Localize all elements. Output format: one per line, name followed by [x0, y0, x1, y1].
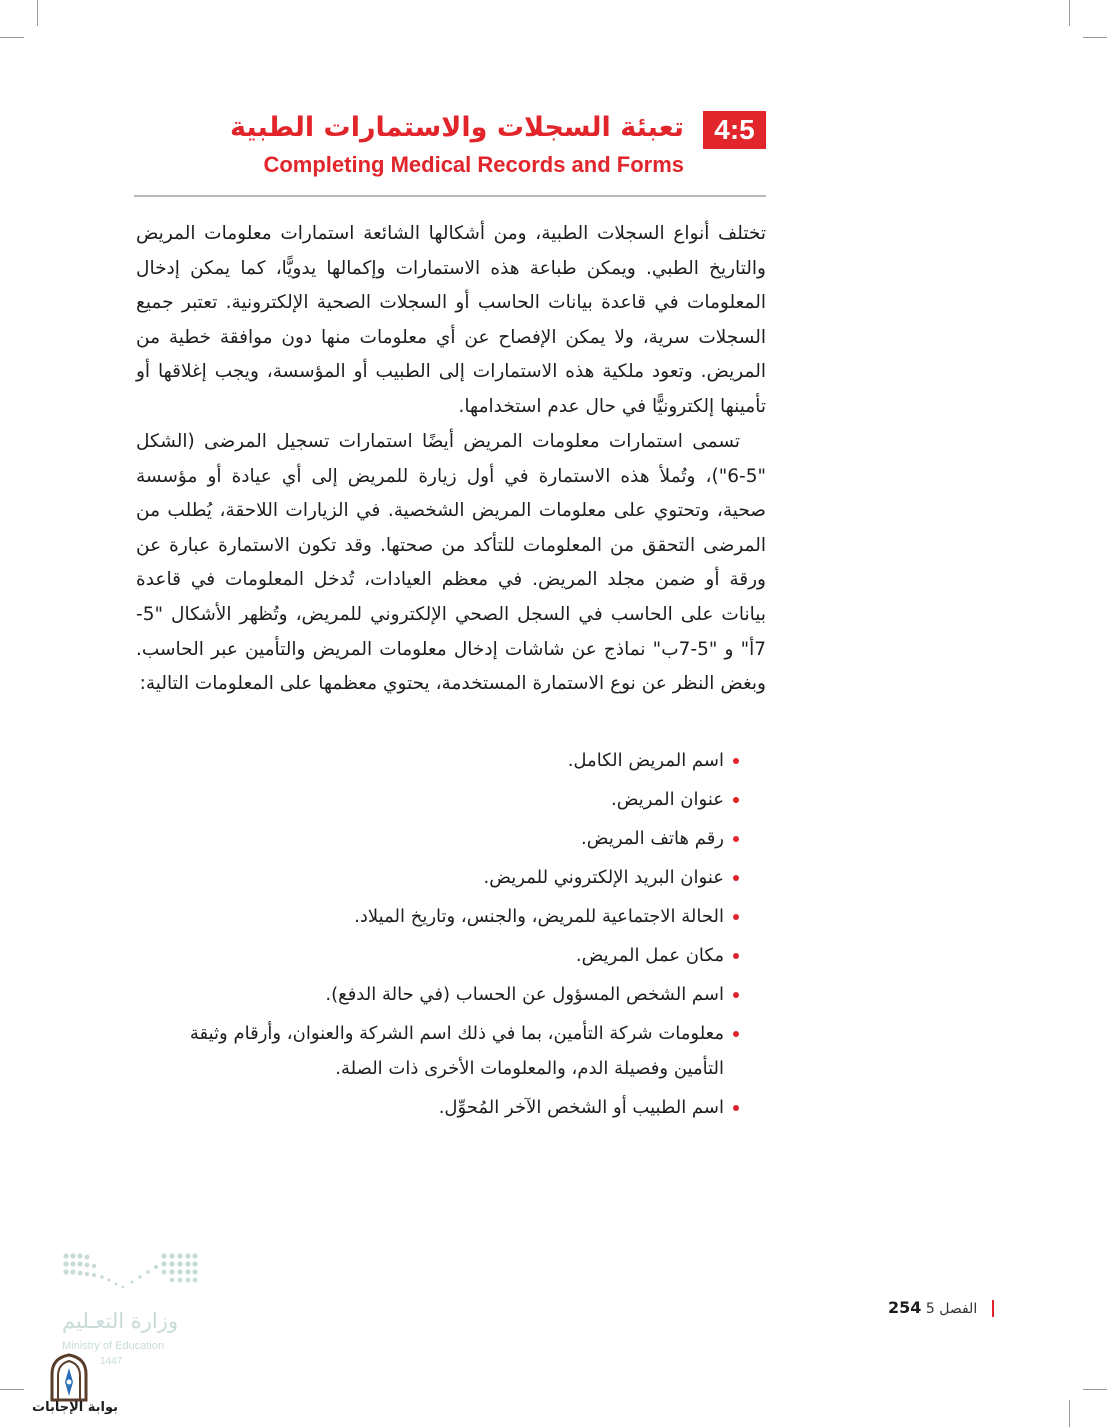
answers-gate-logo-icon — [44, 1352, 94, 1402]
section-number-badge: 4:5 — [703, 111, 766, 149]
ministry-logo-icon — [62, 1252, 198, 1296]
list-item: مكان عمل المريض. — [136, 938, 766, 973]
bullet-icon — [733, 953, 739, 959]
bullet-icon — [733, 875, 739, 881]
list-item: عنوان البريد الإلكتروني للمريض. — [136, 860, 766, 895]
list-item: عنوان المريض. — [136, 782, 766, 817]
bullet-icon — [733, 914, 739, 920]
crop-mark — [0, 1389, 24, 1390]
list-item: اسم الشخص المسؤول عن الحساب (في حالة الدفع). — [136, 977, 766, 1012]
title-divider — [134, 195, 766, 197]
page-footer — [880, 1298, 977, 1317]
list-item: رقم هاتف المريض. — [136, 821, 766, 856]
crop-mark — [37, 0, 38, 26]
section-title-arabic: تعبئة السجلات والاستمارات الطبية — [230, 112, 684, 143]
bullet-icon — [733, 797, 739, 803]
chapter-label: الفصل 5 — [925, 1301, 978, 1317]
information-list — [136, 743, 766, 1129]
ministry-year: 1447 — [100, 1356, 123, 1367]
crop-mark — [1069, 1400, 1070, 1427]
ministry-name-english: Ministry of Education — [62, 1340, 165, 1352]
registration-paragraph: تسمى استمارات معلومات المريض أيضًا استمارات تسجيل المرضى (الشكل "5-6")، وتُملأ هذه الاستمارة في أول زيارة للمريض إلى أي عيادة أو مؤسسة صحية، وتحتوي على معلومات المريض الشخصية. في الزيارات اللاحقة، يُطلب من المرضى التحقق من المعلومات للتأكد من صحتها. وقد تكون الاستمارة عبارة عن ورقة أو ضمن مجلد المريض. في معظم العيادات، تُدخل المعلومات في قاعدة بيانات على الحاسب في السجل الصحي الإلكتروني للمريض، وتُظهر الأشكال "5-7أ" و "5-7ب" نماذج عن شاشات إدخال معلومات المريض والتأمين عبر الحاسب. وبغض النظر عن نوع الاستمارة المستخدمة، يحتوي معظمها على المعلومات التالية: — [136, 431, 766, 695]
crop-mark — [1083, 1389, 1107, 1390]
list-item: اسم الطبيب أو الشخص الآخر المُحوِّل. — [136, 1090, 766, 1125]
answers-gate-label: بوابة الإجابات — [32, 1400, 118, 1415]
ministry-name-arabic: وزارة التعـليم — [62, 1309, 179, 1333]
intro-paragraph: تختلف أنواع السجلات الطبية، ومن أشكالها الشائعة استمارات معلومات المريض والتاريخ الطبي. ويمكن طباعة هذه الاستمارات وإكمالها يدويًّا، كما يمكن إدخال المعلومات في قاعدة بيانات الحاسب أو السجلات الصحية الإلكترونية. تعتبر جميع السجلات سرية، ولا يمكن الإفصاح عن أي معلومات منها دون موافقة خطية من المريض. وتعود ملكية هذه الاستمارات إلى الطبيب أو المؤسسة، ويجب إغلاقها أو تأمينها إلكترونيًّا في حال عدم استخدامها. — [136, 223, 766, 417]
crop-mark — [1083, 37, 1107, 38]
bullet-icon — [733, 1031, 739, 1037]
bullet-icon — [733, 758, 739, 764]
footer-accent-bar — [992, 1300, 994, 1317]
crop-mark — [1069, 0, 1070, 26]
list-item: اسم المريض الكامل. — [136, 743, 766, 778]
section-title-english: Completing Medical Records and Forms — [263, 152, 684, 177]
bullet-icon — [733, 992, 739, 998]
list-item: الحالة الاجتماعية للمريض، والجنس، وتاريخ الميلاد. — [136, 899, 766, 934]
bullet-icon — [733, 1105, 739, 1111]
bullet-icon — [733, 836, 739, 842]
page-number: 254 — [888, 1298, 922, 1317]
list-item: معلومات شركة التأمين، بما في ذلك اسم الشركة والعنوان، وأرقام وثيقة التأمين وفصيلة الدم، والمعلومات الأخرى ذات الصلة. — [136, 1016, 766, 1086]
crop-mark — [0, 37, 24, 38]
